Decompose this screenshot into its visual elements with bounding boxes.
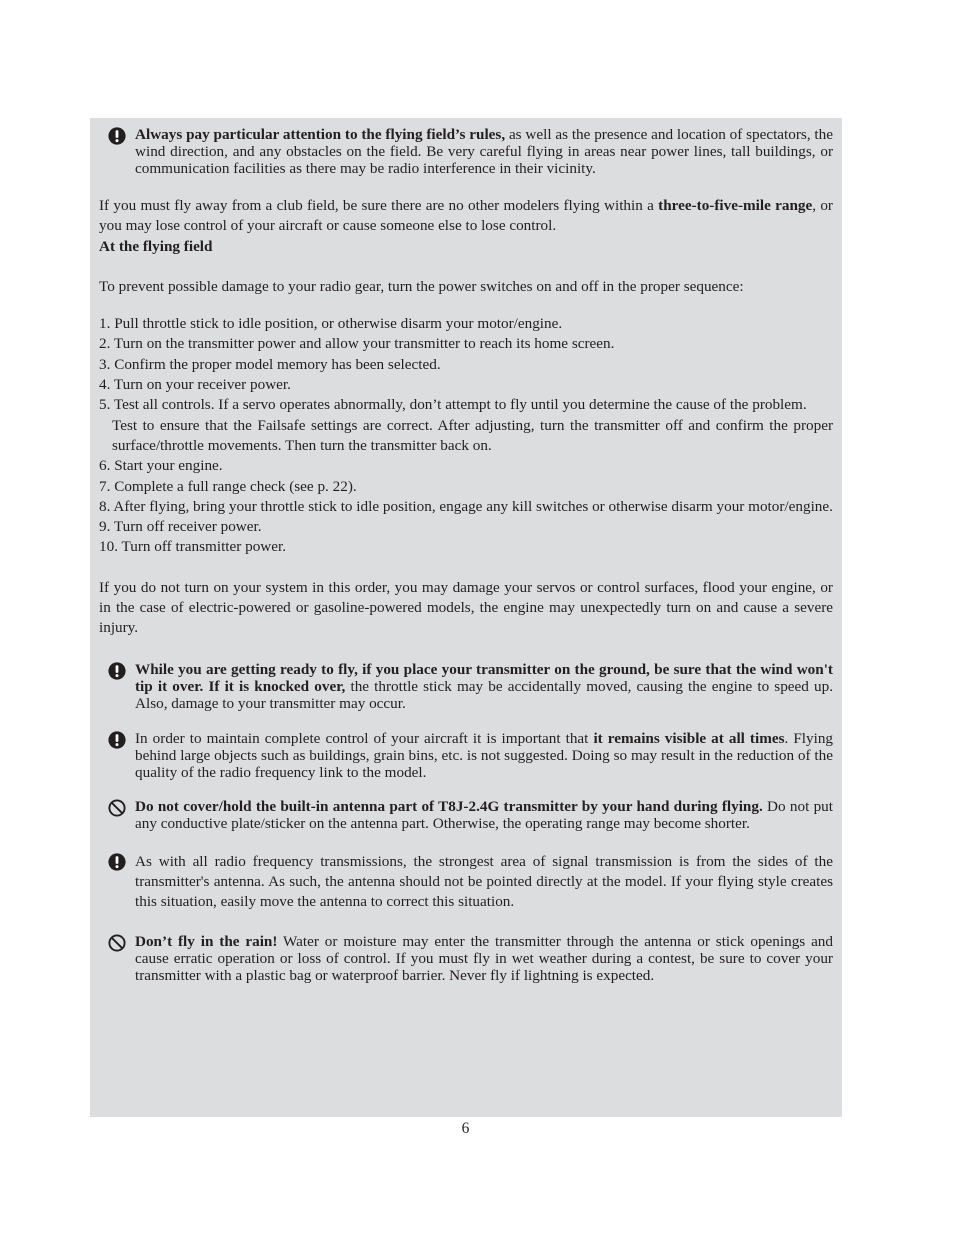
club-field-text-1: If you must fly away from a club field, be sure there are no other modelers flying within a — [99, 197, 659, 214]
page-content — [99, 126, 833, 984]
step-item: 4. Turn on your receiver power. — [99, 376, 291, 394]
warning-field-rules — [99, 126, 833, 177]
exclamation-icon — [108, 127, 126, 145]
warning-visibility-text: . Flying behind large objects such as buildings, grain bins, etc. is not suggested. Doing so may result in the reduction of the quality of the radio frequency link to the model. — [135, 729, 834, 781]
club-field-range: three-to-five-mile range — [658, 197, 813, 214]
exclamation-icon — [108, 731, 126, 749]
step-item: 9. Turn off receiver power. — [99, 518, 262, 536]
step-item: 3. Confirm the proper model memory has been selected. — [99, 355, 441, 373]
warning-antenna-direction — [99, 852, 833, 912]
club-field-paragraph — [99, 196, 833, 237]
page-number: 6 — [461, 1120, 470, 1137]
warning-rain-bold: Don’t fly in the rain! — [135, 932, 278, 950]
warning-antenna-cover-text: Do not put any conductive plate/sticker on the antenna part. Otherwise, the operating range may become shorter. — [135, 797, 833, 832]
warning-visibility — [99, 730, 833, 781]
step-item: 5. Test all controls. If a servo operates abnormally, don’t attempt to fly until you determine the cause of the problem. — [99, 396, 807, 414]
warning-antenna-direction-text: As with all radio frequency transmissions, the strongest area of signal transmission is from the sides of the transmitter's antenna. As such, the antenna should not be pointed directly at the model. If your flying style creates this situation, easily move the antenna to correct this situation. — [135, 852, 833, 910]
warning-rain — [99, 933, 833, 984]
step-item: 7. Complete a full range check (see p. 22). — [99, 477, 357, 495]
prohibited-icon — [108, 799, 126, 817]
section-heading — [99, 237, 833, 257]
exclamation-icon — [108, 662, 126, 680]
step-item: 2. Turn on the transmitter power and allow your transmitter to reach its home screen. — [99, 335, 615, 353]
order-warning: If you do not turn on your system in this order, you may damage your servos or control surfaces, flood your engine, or in the case of electric-powered or gasoline-powered models, the engine may unexpectedly turn on and cause a severe injury. — [99, 578, 833, 637]
warning-rain-text: Water or moisture may enter the transmitter through the antenna or stick openings and cause erratic operation or loss of control. If you must fly in wet weather during a contest, be sure to cover your transmitter with a plastic bag or waterproof barrier. Never fly if lightning is expected. — [135, 932, 833, 984]
content-panel — [90, 118, 842, 1117]
section-heading-text: At the flying field — [99, 237, 213, 255]
step-item: 6. Start your engine. — [99, 457, 223, 475]
step-item: 8. After flying, bring your throttle stick to idle position, engage any kill switches or otherwise disarm your motor/engine. — [99, 497, 833, 515]
warning-antenna-cover-bold: Do not cover/hold the built-in antenna part of T8J-2.4G transmitter by your hand during flying. — [135, 797, 763, 815]
step-item: 1. Pull throttle stick to idle position, or otherwise disarm your motor/engine. — [99, 315, 563, 333]
step-item: 10. Turn off transmitter power. — [99, 538, 287, 556]
warning-visibility-bold: it remains visible at all times — [593, 729, 785, 747]
club-field-text-2: , or you may lose control of your aircraft or cause someone else to lose control. — [99, 197, 833, 235]
prohibited-icon — [108, 934, 126, 952]
warning-ground-placement-bold: While you are getting ready to fly, if you place your transmitter on the ground, be sure that the wind won't tip it over. If it is knocked over, — [135, 660, 833, 695]
warning-antenna-cover — [99, 798, 833, 832]
exclamation-icon — [108, 853, 126, 871]
warning-visibility-pre: In order to maintain complete control of your aircraft it is important that — [135, 729, 594, 747]
warning-ground-placement — [99, 661, 833, 712]
step-item-failsafe: Test to ensure that the Failsafe settings are correct. After adjusting, turn the transmitter off and confirm the proper surface/throttle movements. Then turn the transmitter back on. — [112, 416, 833, 454]
sequence-intro: To prevent possible damage to your radio gear, turn the power switches on and off in the proper sequence: — [99, 277, 744, 295]
warning-ground-placement-text: the throttle stick may be accidentally moved, causing the engine to speed up. Also, damage to your transmitter may occur. — [135, 677, 834, 712]
power-sequence-list — [99, 314, 833, 558]
warning-field-rules-bold: Always pay particular attention to the flying field’s rules, — [135, 126, 506, 143]
warning-field-rules-text: as well as the presence and location of spectators, the wind direction, and any obstacles on the field. Be very careful flying in areas near power lines, tall buildings, or communication facilities as there may be radio interference in their vicinity. — [135, 126, 833, 177]
